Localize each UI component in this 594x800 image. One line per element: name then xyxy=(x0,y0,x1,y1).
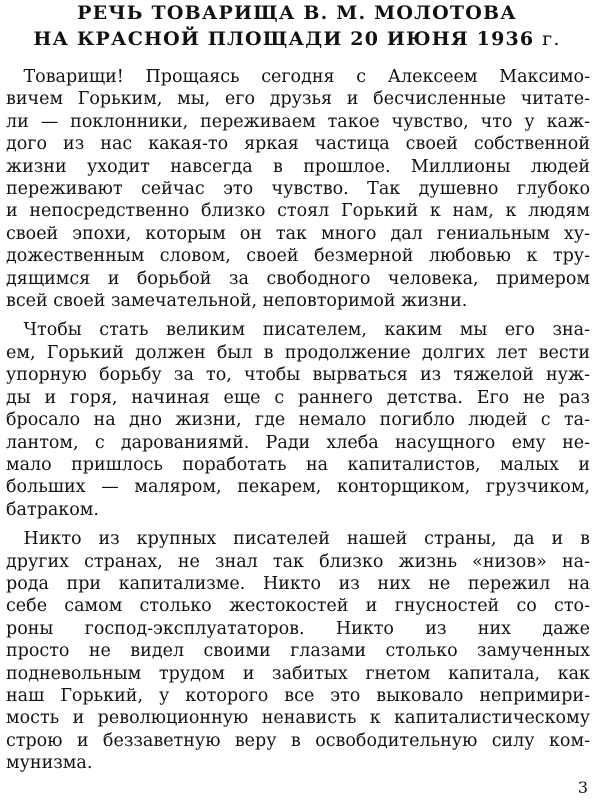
text-line: жизни уходит навсегда в прошлое. Миллионы людей xyxy=(6,156,590,177)
text-line: других странах, не знал так близко жизнь «низов» на- xyxy=(6,551,590,572)
text-line: Товарищи! Прощаясь сегодня с Алексеем Максимо- xyxy=(6,67,590,87)
text-line: рода при капитализме. Никто из них не пережил на xyxy=(6,573,590,594)
text-line: своей эпохи, которым он так много дал гениальным ху- xyxy=(6,223,590,244)
text-line: мунизма. xyxy=(6,753,93,774)
paragraph xyxy=(6,66,590,312)
text-line: упорную борьбу за то, чтобы вырваться из тяжелой нуж- xyxy=(6,365,590,386)
text-line: всей своей замечательной, неповторимой жизни. xyxy=(6,291,468,312)
text-line: строю и беззаветную веру в освободительную силу ком- xyxy=(6,730,590,751)
text-line: лантом, с дарованиямй. Ради хлеба насущного ему не- xyxy=(6,432,590,453)
text-line: просто не видел своими глазами столько замученных xyxy=(6,641,590,662)
text-line: дящимся и борьбой за свободного человека, примером xyxy=(6,268,590,289)
text-line: ды и горя, начиная еще с раннего детства. Его не раз xyxy=(6,387,590,408)
paragraph xyxy=(6,528,590,774)
text-line: вичем Горьким, мы, его друзья и бесчисленные читате- xyxy=(6,89,590,110)
speech-body xyxy=(6,66,590,775)
paragraph xyxy=(6,319,590,521)
text-line: роны господ-эксплуататоров. Никто из них даже xyxy=(6,618,590,639)
speech-title-line-1: РЕЧЬ ТОВАРИЩА В. М. МОЛОТОВА xyxy=(77,2,517,24)
text-line: больших — маляром, пекарем, конторщиком, грузчиком, xyxy=(6,477,590,498)
text-line: подневольным трудом и забитых гнетом капитала, как xyxy=(6,663,590,684)
text-line: мало пришлось поработать на капиталистов, малых и xyxy=(6,454,590,475)
text-line: и непосредственно близко стоял Горький к нам, к людям xyxy=(6,201,590,222)
page-number: 3 xyxy=(577,778,588,797)
text-line: батраком. xyxy=(6,499,99,520)
text-line: мость и революционную ненависть к капиталистическому xyxy=(6,708,590,729)
speech-subtitle xyxy=(0,28,594,50)
speech-title xyxy=(0,2,594,24)
text-line: ем, Горький должен был в продолжение долгих лет вести xyxy=(6,342,590,363)
text-line: наш Горький, у которого все это выковало непримири- xyxy=(6,685,590,706)
text-line: переживают сейчас это чувство. Так душевно глубоко xyxy=(6,179,590,200)
paragraph-gap xyxy=(6,312,590,319)
text-line: бросало на дно жизни, где немало погибло людей с та- xyxy=(6,410,590,431)
text-line: себе самом столько жестокостей и гнусностей со сто- xyxy=(6,596,590,617)
paragraph-gap xyxy=(6,521,590,528)
speech-title-line-2: НА КРАСНОЙ ПЛОЩАДИ 20 ИЮНЯ 1936 xyxy=(33,28,535,50)
text-line: дожественным словом, своей безмерной любовью к тру- xyxy=(6,246,590,267)
text-line: Никто из крупных писателей нашей страны, да и в xyxy=(6,529,590,550)
text-line: ли — поклонники, переживаем такое чувство, что у каж- xyxy=(6,111,590,132)
text-line: Чтобы стать великим писателем, каким мы его зна- xyxy=(6,320,590,341)
text-line: дого из нас какая-то яркая частица своей собственной xyxy=(6,134,590,155)
speech-title-year-suffix: г. xyxy=(542,28,561,50)
